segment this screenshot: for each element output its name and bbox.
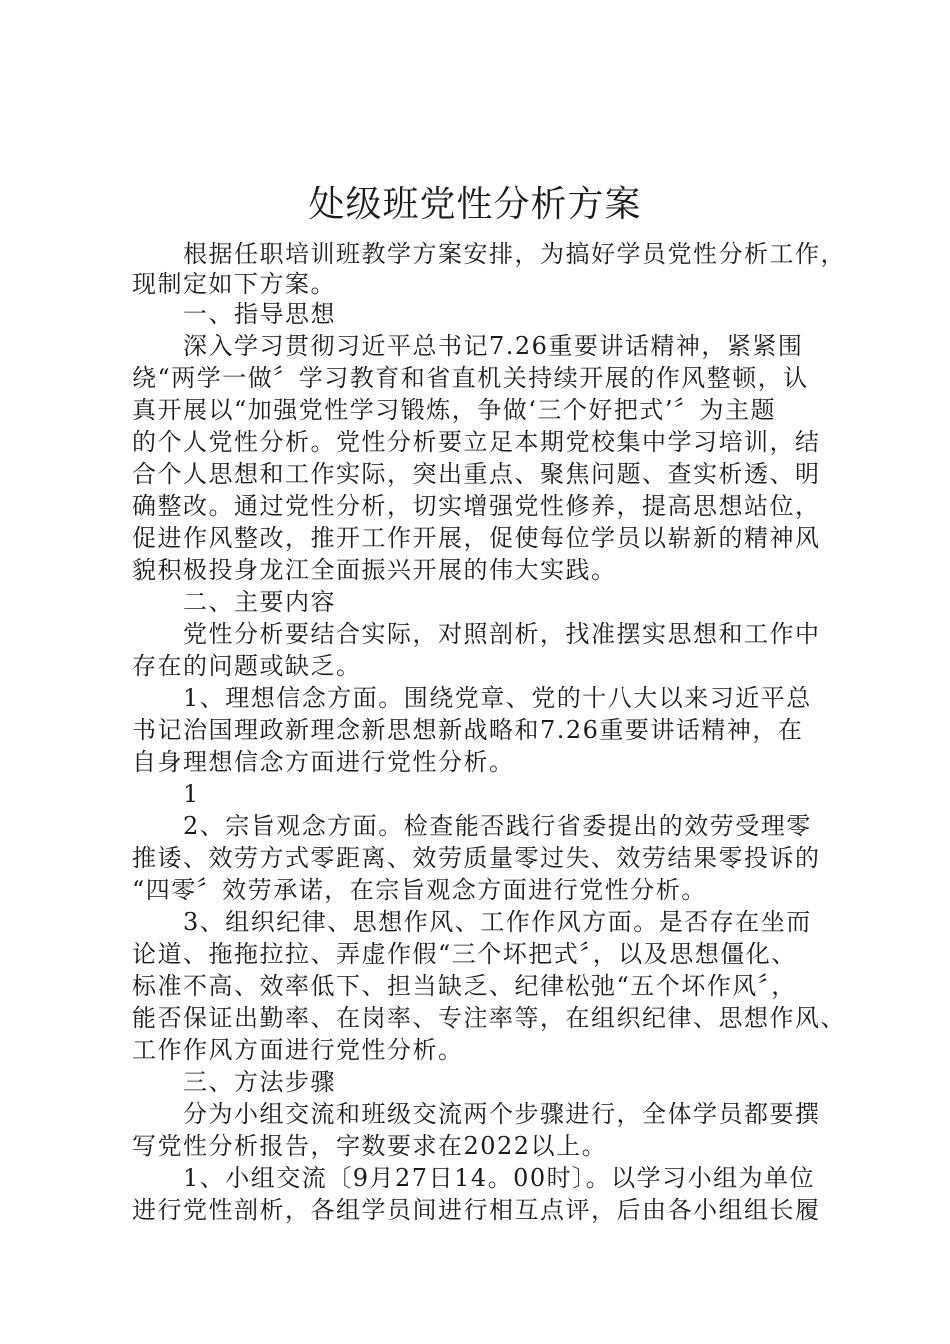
- paragraph-line: 促进作风整改，推开工作开展，促使每位学员以崭新的精神风: [132, 524, 821, 552]
- paragraph-line: 书记治国理政新理念新思想新战略和7.26重要讲话精神，在: [132, 716, 804, 744]
- paragraph-line: 党性分析要结合实际，对照剖析，找准摆实思想和工作中: [183, 620, 821, 648]
- paragraph-line: 论道、拖拖拉拉、弄虚作假“三个坏把式〞，以及思想僵化、: [132, 940, 797, 968]
- paragraph-line: 貌积极投身龙江全面振兴开展的伟大实践。: [132, 556, 617, 584]
- paragraph-line: 合个人思想和工作实际，突出重点、聚焦问题、查实析透、明: [132, 460, 821, 488]
- paragraph-line: 推诿、效劳方式零距离、效劳质量零过失、效劳结果零投诉的: [132, 844, 821, 872]
- paragraph-line: 真开展以“加强党性学习锻炼，争做‘三个好把式’〞为主题: [132, 396, 777, 424]
- paragraph-line: 现制定如下方案。: [132, 270, 336, 298]
- paragraph-line: 3、组织纪律、思想作风、工作作风方面。是否存在坐而: [183, 908, 812, 936]
- paragraph-line: 能否保证出勤率、在岗率、专注率等，在组织纪律、思想作风、: [132, 1004, 846, 1032]
- paragraph-line: 的个人党性分析。党性分析要立足本期党校集中学习培训，结: [132, 428, 821, 456]
- paragraph-line: 分为小组交流和班级交流两个步骤进行，全体学员都要撰: [183, 1100, 821, 1128]
- paragraph-line: 自身理想信念方面进行党性分析。: [132, 748, 515, 776]
- paragraph-line: 写党性分析报告，字数要求在2022以上。: [132, 1132, 608, 1160]
- paragraph-line: 存在的问题或缺乏。: [132, 652, 362, 680]
- paragraph-line: 进行党性剖析，各组学员间进行相互点评，后由各小组组长履: [132, 1196, 821, 1224]
- section-heading: 二、主要内容: [183, 588, 336, 616]
- section-heading: 三、方法步骤: [183, 1068, 336, 1096]
- paragraph-line: 1、理想信念方面。围绕党章、党的十八大以来习近平总: [183, 684, 812, 712]
- section-heading: 一、指导思想: [183, 300, 336, 328]
- paragraph-line: 1、小组交流〔9月27日14。00时〕。以学习小组为单位: [183, 1164, 816, 1192]
- paragraph-line: 绕“两学一做〞学习教育和省直机关持续开展的作风整顿，认: [132, 364, 809, 392]
- paragraph-line: 工作作风方面进行党性分析。: [132, 1036, 464, 1064]
- paragraph-line: 根据任职培训班教学方案安排，为搞好学员党性分析工作，: [183, 240, 846, 268]
- document-title: 处级班党性分析方案: [308, 184, 642, 225]
- paragraph-line: “四零〞效劳承诺，在宗旨观念方面进行党性分析。: [132, 876, 707, 904]
- paragraph-line: 深入学习贯彻习近平总书记7.26重要讲话精神，紧紧围: [183, 332, 804, 360]
- paragraph-line: 确整改。通过党性分析，切实增强党性修养，提高思想站位，: [132, 492, 821, 520]
- paragraph-line: 标准不高、效率低下、担当缺乏、纪律松弛“五个坏作风〞，: [132, 972, 797, 1000]
- page-number: 1: [183, 780, 200, 808]
- paragraph-line: 2、宗旨观念方面。检查能否践行省委提出的效劳受理零: [183, 812, 812, 840]
